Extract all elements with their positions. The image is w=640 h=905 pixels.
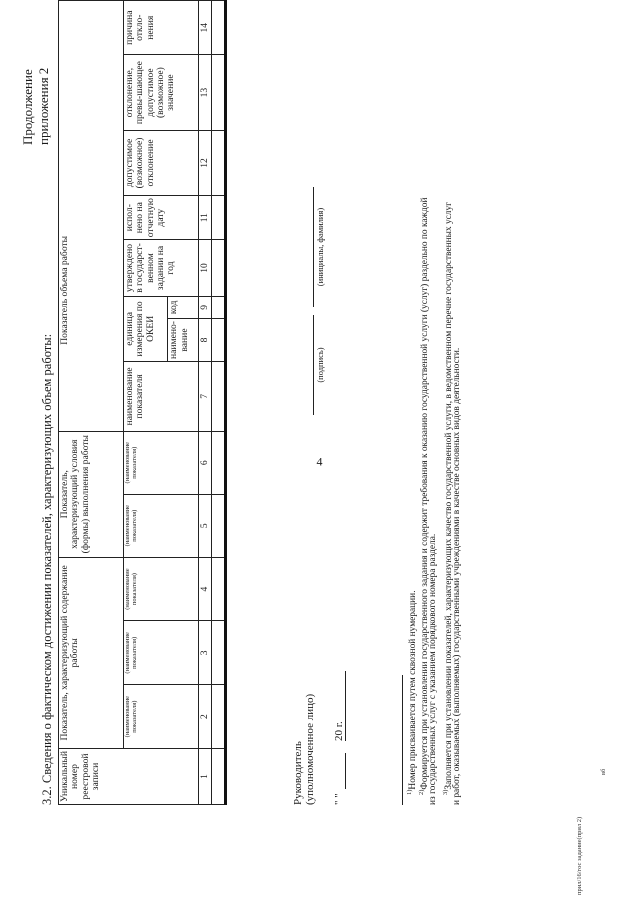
col-number: 10	[199, 240, 212, 296]
th-vol-exceed: отклонение, превы-шающее допустимое (возможное) значение	[124, 55, 199, 130]
empty-cell	[212, 685, 226, 749]
footnote-1-mark: 1)	[406, 789, 413, 795]
col-number: 5	[199, 494, 212, 557]
th-unit-name: наимено-вание	[168, 319, 199, 362]
th-vol-executed: испол-нено на отчетную дату	[124, 196, 199, 240]
footnote-3b: и работ, оказываемых (выполняемых) государственными учреждениями в качестве основных видов деятельности.	[452, 347, 462, 805]
empty-cell	[212, 130, 226, 195]
th-vol-approved: утверждено в государст-венном задании на год	[124, 240, 199, 296]
footnote-2b: из государственных услуг с указанием порядкового номера раздела.	[428, 533, 438, 805]
footer-initials: вб	[600, 768, 607, 775]
col-number: 8	[199, 319, 212, 362]
th-conditions-1: (наименование показателя)	[124, 494, 199, 557]
th-content-3: (наименование показателя)	[124, 557, 199, 621]
th-volume-group: Показатель объема работы	[59, 1, 124, 432]
col-number: 9	[199, 296, 212, 318]
th-unit-code: код	[168, 296, 199, 318]
footnote-2a-text: Формируется при установлении государственного задания и содержит требования к оказанию государственной услуги (услуг) раздельно по каждой	[420, 197, 431, 790]
section-title: 3.2. Сведения о фактическом достижении показателей, характеризующих объем работы:	[40, 333, 54, 805]
volume-indicators-table	[58, 0, 227, 805]
page-number: 4	[316, 454, 323, 469]
empty-cell	[212, 621, 226, 685]
th-conditions-group: Показатель, характеризующий условия (формы) выполнения работы	[59, 431, 124, 557]
th-vol-allowed: допустимое (возможное) отклонение	[124, 130, 199, 195]
empty-cell	[212, 196, 226, 240]
col-number: 14	[199, 1, 212, 55]
empty-cell	[212, 431, 226, 494]
footnote-2-mark: 2)	[418, 789, 425, 795]
date-year: 20 г.	[333, 721, 345, 741]
col-number: 7	[199, 362, 212, 432]
empty-cell	[212, 55, 226, 130]
footnote-3a-text: Заполняется при установлении показателей, характеризующих качество государственной услуги, в ведомственном перечне государственных услуг	[444, 201, 455, 790]
th-content-2: (наименование показателя)	[124, 621, 199, 685]
footer-file: прил/16/гос задание(прил 2)	[576, 816, 583, 895]
continuation-header: Продолжение приложения 2	[20, 67, 51, 145]
date-month-line	[345, 671, 346, 741]
footnote-1-text: Номер присваивается путем сквозной нумерации.	[408, 590, 419, 790]
empty-cell	[212, 319, 226, 362]
name-line: (инициалы, фамилия)	[313, 187, 325, 307]
empty-cell	[212, 1, 226, 55]
empty-cell	[212, 362, 226, 432]
empty-cell	[212, 494, 226, 557]
th-content-group: Показатель, характеризующий содержание работы	[59, 557, 124, 748]
footnote-3-mark: 3)	[442, 789, 449, 795]
empty-cell	[212, 749, 226, 805]
empty-cell	[212, 557, 226, 621]
head-label: Руководитель	[292, 741, 304, 805]
col-number: 13	[199, 55, 212, 130]
col-number: 3	[199, 621, 212, 685]
empty-cell	[212, 240, 226, 296]
date-day-line	[345, 753, 346, 789]
th-registry-number: Уникальный номер реестровой записи	[59, 749, 199, 805]
col-number: 1	[199, 749, 212, 805]
th-vol-reason: причина откло-нения	[124, 1, 199, 55]
col-number: 6	[199, 431, 212, 494]
col-number: 11	[199, 196, 212, 240]
col-number: 2	[199, 685, 212, 749]
empty-row	[212, 1, 226, 805]
date-quote: " "	[333, 793, 345, 805]
col-number: 12	[199, 130, 212, 195]
th-content-1: (наименование показателя)	[124, 685, 199, 749]
th-conditions-2: (наименование показателя)	[124, 431, 199, 494]
th-vol-name: наименование показателя	[124, 362, 199, 432]
signature-line: (подпись)	[313, 315, 325, 415]
number-row	[199, 1, 212, 805]
col-number: 4	[199, 557, 212, 621]
head-sublabel: (уполномоченное лицо)	[304, 693, 316, 805]
footnote-separator	[402, 675, 403, 805]
th-vol-unit: единица измерения по ОКЕИ	[124, 296, 168, 361]
empty-cell	[212, 296, 226, 318]
